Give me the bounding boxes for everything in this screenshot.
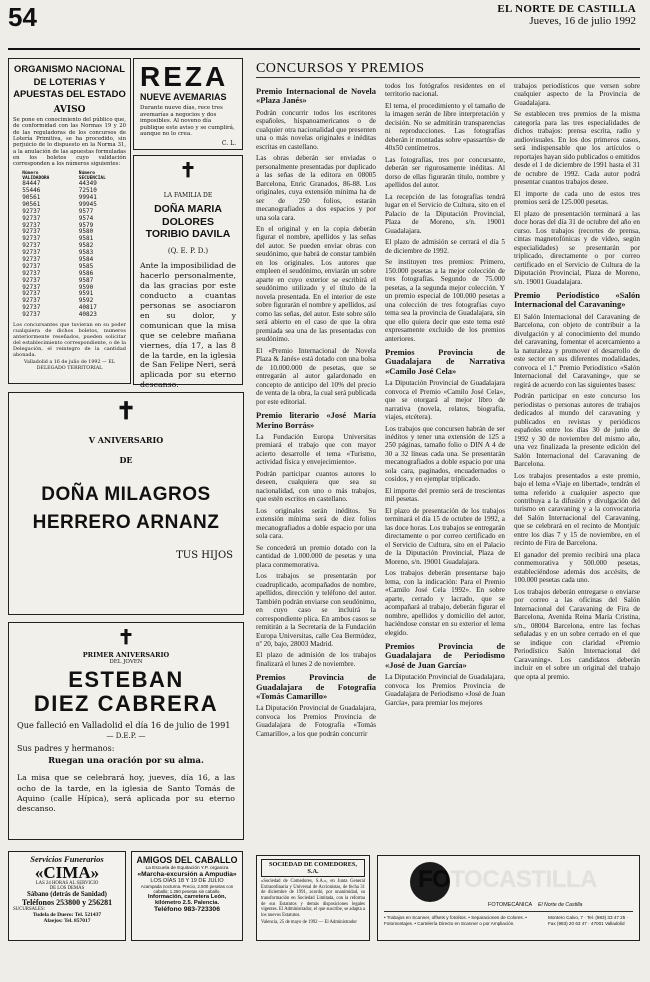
lottery-number: 9592 [78,297,94,305]
lottery-number: 9581 [78,235,94,243]
lottery-heading: AVISO [53,105,86,116]
article-paragraph: La recepción de las fotografías tendrá lugar en el Servicio de Cultura, sito en el Palacio de la Diputación Provincial, Plaza de Moreno, s/n. 19001 Guadalajara. [385,192,505,235]
cima-l3: Sábano (detrás de Sanidad) [27,891,107,898]
article-paragraph: El plazo de admisión se cerrará el día 5 de diciembre de 1992. [385,238,505,255]
article-paragraph: En el original y en la copia deberán figurar el nombre, apellidos y las señas del autor. Se pueden enviar obras con seudónimo, que habrá de constar también en los originales. Los autores que empleen el seudónimo, enviarán un sobre aparte en cuyo exterior se escribirá el seudónimo utilizado y el título de la novela presentada. En el interior de este sobre figurarán el nombre y apellidos, así como las señas, del autor. Este sobre sólo será abierto en el caso de que la obra premiada sea una de las presentadas con seudónimo. [256,224,376,344]
article-paragraph: El importe de cada uno de estos tres premios será de 125.000 pesetas. [514,189,640,207]
cross-icon: ✝ [179,158,197,182]
lottery-number: 92737 [22,221,41,229]
reza-sign: C. L. [221,139,236,147]
cima-name-text: CIMA [43,863,91,882]
lottery-number: 9587 [78,276,94,284]
lottery-number: 92737 [22,255,41,263]
cima-sucursales: SUCURSALES: [13,907,45,912]
lottery-body: Se pone en conocimiento del público que, de conformidad con las Normas 19 y 20 de las reguladoras de los concursos de Lotería Primitiva, se ha procedido, sin perjuicio de lo dispuesto en la Norma 31, a la anulación de las apuestas formuladas en los boletos cuyo validación corresponden a los números siguientes: [13,117,126,168]
toribio-body: Ante la imposibilidad de hacerlo personalmente, da las gracias por este conducto a cuantas personas se asociaron en su dolor, y comunican que la misa que se celebre mañana viernes, día 17, a las 8 de la tarde, en la iglesia de San Felipe Neri, será aplicada por su eterno descanso. [140,260,236,390]
cima-s2: Alaejos: Tel. 857017 [43,918,91,924]
amigos-l2: «Marcha-excursión a Ampudia» [137,871,237,878]
cross-icon: ✝ [117,625,135,649]
article-subheading: Premio Internacional de Novela «Plaza Janés» [256,86,376,106]
reza-body: Durante nueve días, rece tres avemarías a negocios y dos imposibles. Al noveno día publique este aviso y se cumplirá, aunque no lo crea. [140,105,235,138]
article-paragraph: El «Premio Internacional de Novela Plaza & Janés» está dotado con una bolsa de 10.000.000 de pesetas, que se entregarán al autor galardonado en concepto de anticipo del 10% del precio de venta de la obra, la cual será publicada por este editorial. [256,346,376,406]
lottery-number: 92737 [22,262,41,270]
lottery-number: 92737 [22,297,41,305]
masthead [497,3,636,27]
lottery-number: 90561 [22,193,41,201]
toribio-rip: (Q. E. P. D.) [167,246,209,255]
article-paragraph: Las obras deberán ser enviadas o personalmente presentadas por duplicado a las señas de la editora en 08005 Barcelona, Enric Granados, 86-88. Los originales, cuya extensión mínima ha de ser de 250 folios, estarán mecanografiados a dos espacios y por una sola cara. [256,154,376,222]
lottery-number: 92737 [22,311,41,319]
article-column-3 [514,82,640,840]
lottery-footer: Los concursantes que tuvieran en su poder cualquiera de dichos boletos, numeros anteriormente reseñados, pueden solicitar del establecimiento correspondiente, o de la Delegación, el reintegro de la cantidad abonada. [13,321,126,358]
toribio-name [140,203,236,241]
esteban-dep: — D.E.P. — [106,732,146,741]
esteban-name [17,668,235,716]
esteban-pray: Ruegan una oración por su alma. [48,755,204,766]
lottery-number: 92737 [22,214,41,222]
reza-title: REZA [140,61,229,92]
fotocastilla-brand: FOTOCASTILLA [418,866,597,893]
lottery-number: 9584 [78,255,94,263]
newspaper-name: EL NORTE DE CASTILLA [497,3,636,15]
lottery-title-line: ORGANISMO NACIONAL [14,63,125,74]
lottery-number: 92737 [22,228,41,236]
lottery-title-line: DE LOTERIAS Y [33,75,106,87]
fotocastilla-items: • Trabajos en Scanner, offsets y fotolitos. • Separaciones de Colores. • Fotomontajes. • Cartelería Directo en Scanner o por Ampliación. [384,915,527,926]
article-paragraph: Se concederá un premio dotado con la cantidad de 1.000.000 de pesetas y una placa conmemorativa. [256,543,376,569]
lottery-number: 9579 [78,221,94,229]
article-paragraph: El plazo de presentación terminará a las doce horas del día 31 de octubre del año en curso. Los trabajos (recortes de prensa, cintas magnetofónicas y de vídeo, según especialidades) se presentarán por triplicado, directamente o por correo certificado en el Servicio de Cultura de la Diputación Provincial, Plaza de Moreno, s/n. 19001 Guadalajara. [514,209,640,286]
obituary-esteban [8,622,244,840]
cima-s1: Tudela de Duero: Tel. 521437 [32,912,102,918]
lottery-table [13,171,126,319]
toribio-family: LA FAMILIA DE [163,192,213,199]
article-paragraph: El Salón Internacional del Caravaning de Barcelona, con objeto de contribuir a la divulgación y al conocimiento del mundo del caravaning, fomentar el acercamiento a la naturaleza y promover el desarrollo de este sector en sus diferentes modalidades, convoca el 1.º Premio Periodístico «Salón Internacional del Caravaning», que se regirá de acuerdo con las siguientes bases: [514,312,640,389]
lottery-number: 92737 [22,290,41,298]
name-line: HERRERO ARNANZ [32,511,220,533]
article-column-2 [385,82,505,840]
name-line: ESTEBAN [68,667,184,692]
article-paragraph: El plazo de admisión de los trabajos finalizará el lunes 2 de noviembre. [256,651,376,668]
article-paragraph: Los trabajos deberán entregarse o enviarse por correo a las oficinas del Salón Internacional del Caravaning de Fira de Barcelona, Avenida Reina María Cristina, s/n., 08004 Barcelona, entre las fechas señaladas y en un sobre cerrado en el que se indique con claridad «Premio Periodístico Salón Internacional del Caravaning». Los candidatos deberán incluir en el sobre un original del trabajo que opta al premio. [514,587,640,681]
lottery-number: 40823 [78,311,97,319]
article-paragraph: La Diputación Provincial de Guadalajara, convoca los Premios Provincia de Guadalajara de Periodismo «José de Juan García», para premiar los mejores [385,673,505,707]
article-paragraph: Podrán participar en este concurso los periodistas o personas autores de trabajos dedicados al mundo del caravaning y publicados en revistas y periódicos españoles entre los días 30 de junio de 1992 y 30 de noviembre del mismo año, una vez finalizada la presente edición del Salón Internacional del Caravaning de Barcelona. [514,392,640,469]
amigos-l4: Acampada nocturna. Precio, 2.500 pesetas con caballo; 1.250 pesetas sin caballo. [140,884,234,895]
article-paragraph: Los trabajos presentados a este premio, bajo el lema «Viaje en libertad», tendrán el tema referido a cualquier aspecto que contribuya a la difusión y divulgación del turismo en caravaning y a la convocatoria del Salón Internacional del Caravaning, que se celebrará en el recinto de Montjuïc entre los días 7 y 15 de noviembre, en el recinto de Fira de Barcelona. [514,471,640,548]
article-paragraph: trabajos periodísticos que versen sobre cualquier aspecto de la Provincia de Guadalajara. [514,82,640,107]
number-list [22,181,60,319]
lottery-number: 92737 [22,269,41,277]
article-subheading: Premios Provincia de Guadalajara de Fotografía «Tomás Camarillo» [256,672,376,702]
lottery-number: 92737 [22,235,41,243]
amigos-l6: kilómetro 2.5. Palencia. [154,900,220,907]
page-number: 54 [8,2,37,32]
sociedad-title: SOCIEDAD DE COMEDORES, S.A. [261,859,365,877]
ad-fotocastilla [377,855,640,941]
cima-l2: DE LOS DEMÁS [49,886,85,891]
article-paragraph: El tema, el procedimiento y el tamaño de la imagen serán de libre interpretación y decisión. No se admitirán transparencias ni reproducciones. Las fotografías deberán ir montadas sobre «passartús» de 40x50 centímetros. [385,101,505,153]
esteban-body: La misa que se celebrará hoy, jueves, día 16, a las ocho de la tarde, en la iglesia de Santo Tomás de Aquino (calle Hípica), será aplicada por su eterno descanso. [17,773,235,813]
lottery-number: 9582 [78,242,94,250]
cross-icon: ✝ [115,396,137,425]
name-line: TORIBIO DAVILA [145,228,231,241]
lottery-number: 84447 [22,180,41,188]
number-list [79,181,117,319]
lottery-number: 9591 [78,290,94,298]
article-paragraph: Los trabajos que concursen habrán de ser inéditos y tener una extensión de 125 a 250 páginas, tamaño folio o DIN A 4 de 30 a 32 líneas cada una. Se presentarán mecanografiados a doble espacio por una sola cara, paginados, encuadernados o cosidos, y en ejemplar triplicado. [385,424,505,484]
lottery-number: 44349 [78,180,97,188]
fotocastilla-tag: El Norte de Castilla [538,902,583,908]
amigos-title: AMIGOS DEL CABALLO [136,855,238,865]
article-paragraph: todos los fotógrafos residentes en el territorio nacional. [385,82,505,99]
cima-phones: Teléfonos 253800 y 256281 [21,898,113,907]
article-paragraph: Se establecen tres premios de la misma categoría para las tres especialidades de dichos trabajos: prensa escrita, radio y audiovisuales. En los dos primeros casos, será indispensable que los artículos o reportajes hayan sido publicados o emitidos desde el 1 de diciembre de 1991 hasta el 31 de octubre de 1992. Cada autor podrá presentar cuantos trabajos desee. [514,110,640,187]
sociedad-body: «Sociedad de Comedores, S.A.», en Junta General Extraordinaria y Universal de Accionistas, de fecha 31 de diciembre de 1991, acordó, por unanimidad, su transformación en Sociedad Limitada, con la reforma de sus Estatutos y demás disposiciones legales vigentes. El Administrador, el que suscribe, se adapta a los nuevos Estatutos. [261,879,365,918]
article-subheading: Premio literario «José María Merino Borrás» [256,410,376,430]
amigos-phone: Teléfono 983-723306 [154,906,220,914]
article-subheading: Premios Provincia de Guadalajara de Periodismo «José de Juan García» [385,641,505,670]
obituary-milagros [8,392,244,615]
milagros-heading: V ANIVERSARIO [88,435,164,445]
section-title: CONCURSOS Y PREMIOS [256,61,425,76]
cima-l1: LAS 24 HORAS AL SERVICIO [35,881,99,886]
lottery-number: 92737 [22,283,41,291]
article-paragraph: La Diputación Provincial de Guadalajara, convoca los Premios Provincia de Guadalajara de Fotografía «Tomás Camarillo», a los que podrán concurrir [256,704,376,738]
name-line: DOÑA MARIA DOLORES [154,203,222,228]
table-header: Número SECUENCIAL [78,170,106,181]
table-header: Número VALIDADORA [22,170,50,181]
milagros-name [19,481,233,536]
lottery-number: 90561 [22,200,41,208]
amigos-l1: La Escuela de Equitación Y.P. organiza [145,866,229,871]
lottery-number: 40817 [78,304,97,312]
cima-name: «CIMA» [34,863,100,882]
lottery-number: 92737 [22,304,41,312]
lottery-number: 92737 [22,276,41,284]
section-rule [256,77,640,78]
lottery-number: 9583 [78,249,94,257]
milagros-de: DE [119,455,133,465]
lottery-number: 72510 [78,187,97,195]
ad-sociedad-comedores [256,855,370,941]
cima-title: Servicios Funerarios [30,854,104,864]
article-subheading: Premio Periodístico «Salón Internacional del Caravaning» [514,290,640,310]
lottery-number: 9574 [78,214,94,222]
esteban-sub: DEL JOVEN [109,659,143,665]
fotocastilla-rule [384,911,633,912]
lottery-notice [8,58,131,384]
lottery-number: 99945 [78,200,97,208]
article-subheading: Premios Provincia de Guadalajara de Narrativa «Camilo José Cela» [385,347,505,376]
lottery-number: 9580 [78,228,94,236]
lottery-title [13,63,126,101]
lottery-sign: Valladolid a 16 de julio de 1992 — EL DELEGADO TERRITORIAL [23,359,116,371]
article-paragraph: Los trabajos deberán presentarse bajo lema, con la indicación: Para el Premio «Camilo José Cela 1992». En sobre aparte, cerrado y lacrado, que se acompañará al trabajo, deberán figurar el nombre, apellidos y domicilio del autor, haciéndose constar en su exterior el lema elegido. [385,569,505,637]
article-paragraph: El plazo de presentación de los trabajos terminará el día 15 de octubre de 1992, a las doce horas. Los trabajos se entregarán directamente o por correo certificado en el Servicio de Cultura, sito en el Palacio de la Diputación Provincial, Plaza de Moreno, s/n. 19001 Guadalajara. [385,506,505,566]
fotocastilla-sub: FOTOMECÁNICA [488,902,533,908]
lottery-number: 9577 [78,207,94,215]
lottery-number: 92737 [22,242,41,250]
article-paragraph: Se instituyen tres premios: Primero, 150.000 pesetas a la mejor colección de tres fotografías. Segundo de 75.000 pesetas, a la segunda mejor colección. Y un premio especial de 100.000 pesetas a una colección de tres fotografías cuyo tema sea la provincia de Guadalajara, sin que ello quiera decir que este tema esté expresamente excluido de los premios anteriores. [385,258,505,343]
article-paragraph: Podrán participar cuantos autores lo deseen, cualquiera que sea su nacionalidad, con uno o más trabajos, que estén escritos en castellano. [256,469,376,504]
amigos-l5: Información, carretera León, [147,894,227,901]
esteban-heading: PRIMER ANIVERSARIO [82,651,170,659]
article-paragraph: Los trabajos se presentarán por cuadruplicado, acompañados de nombre, apellidos, dirección y teléfono del autor. También podrán enviarse con seudónimo, en cuyo caso se incluirá la correspondiente plica. En ambos casos se remitirán a la Secretaría de la Fundación Europa Universitas, calle Cea Bermúdez, nº 20, bajo, 28003 Madrid. [256,572,376,648]
lottery-title-line: APUESTAS DEL ESTADO [13,88,126,100]
article-paragraph: El importe del premio será de trescientas mil pesetas. [385,486,505,504]
reza-notice [133,58,243,150]
lottery-number: 55446 [22,187,41,195]
article-paragraph: El ganador del premio recibirá una placa conmemorativa y 500.000 pesetas, estableciéndose además dos accésits, de 100.000 pesetas cada uno. [514,550,640,585]
obituary-toribio [133,155,243,390]
lottery-number: 92737 [22,207,41,215]
article-paragraph: Los originales serán inéditos. Su extensión mínima será de diez folios mecanografiados a doble espacio por una sola cara. [256,506,376,541]
ad-cima [8,851,126,941]
article-column-1 [256,82,376,840]
article-paragraph: La Diputación Provincial de Guadalajara convoca el Premio «Camilo José Cela», que se otorgará al mejor libro de narrativa (novela, relatos, biografía, viajes, etcétera). [385,379,505,422]
name-line: DOÑA MILAGROS [41,484,211,505]
reza-subtitle: NUEVE AVEMARIAS [140,92,227,102]
milagros-sign: TUS HIJOS [176,550,233,562]
lottery-number: 9586 [78,269,94,277]
lottery-number: 92737 [22,249,41,257]
ad-amigos-caballo [131,851,243,941]
lottery-number: 99941 [78,193,97,201]
header-rule [8,48,640,50]
esteban-line1: Que falleció en Valladolid el día 16 de julio de 1991 [17,720,231,731]
lottery-col-secuencial [79,171,117,319]
lottery-number: 9590 [78,283,94,291]
fotocastilla-address: Montero Calvo, 7 · Tel. (983) 33 47 25 · Fax (983) 20 63 47 · 47001 Valladolid [548,915,629,926]
article-paragraph: Las fotografías, tres por concursante, deberán ser rigurosamente inéditas. Al dorso de ellas figurarán título, nombre y apellidos del autor. [385,155,505,190]
name-line: DIEZ CABRERA [33,691,219,717]
lottery-number: 9585 [78,262,94,270]
article-paragraph: Podrán concurrir todos los escritores españoles, hispanoamericanos o de cualquier otra nacionalidad que presenten una o más novelas originales e inéditas escritas en castellano. [256,108,376,151]
esteban-line2: Sus padres y hermanos: [17,744,115,754]
amigos-l3: LOS DÍAS 18 Y 19 DE JULIO [150,878,224,884]
issue-date: Jueves, 16 de julio 1992 [529,15,636,27]
sociedad-sign: Valencia, 25 de mayo de 1992 — El Administrador [261,920,357,926]
lottery-col-validadora [22,171,60,319]
article-paragraph: La Fundación Europa Universitas premiará el trabajo que con mayor acierto desarrolle el tema «Turismo, actividad física y envejecimiento». [256,432,376,467]
